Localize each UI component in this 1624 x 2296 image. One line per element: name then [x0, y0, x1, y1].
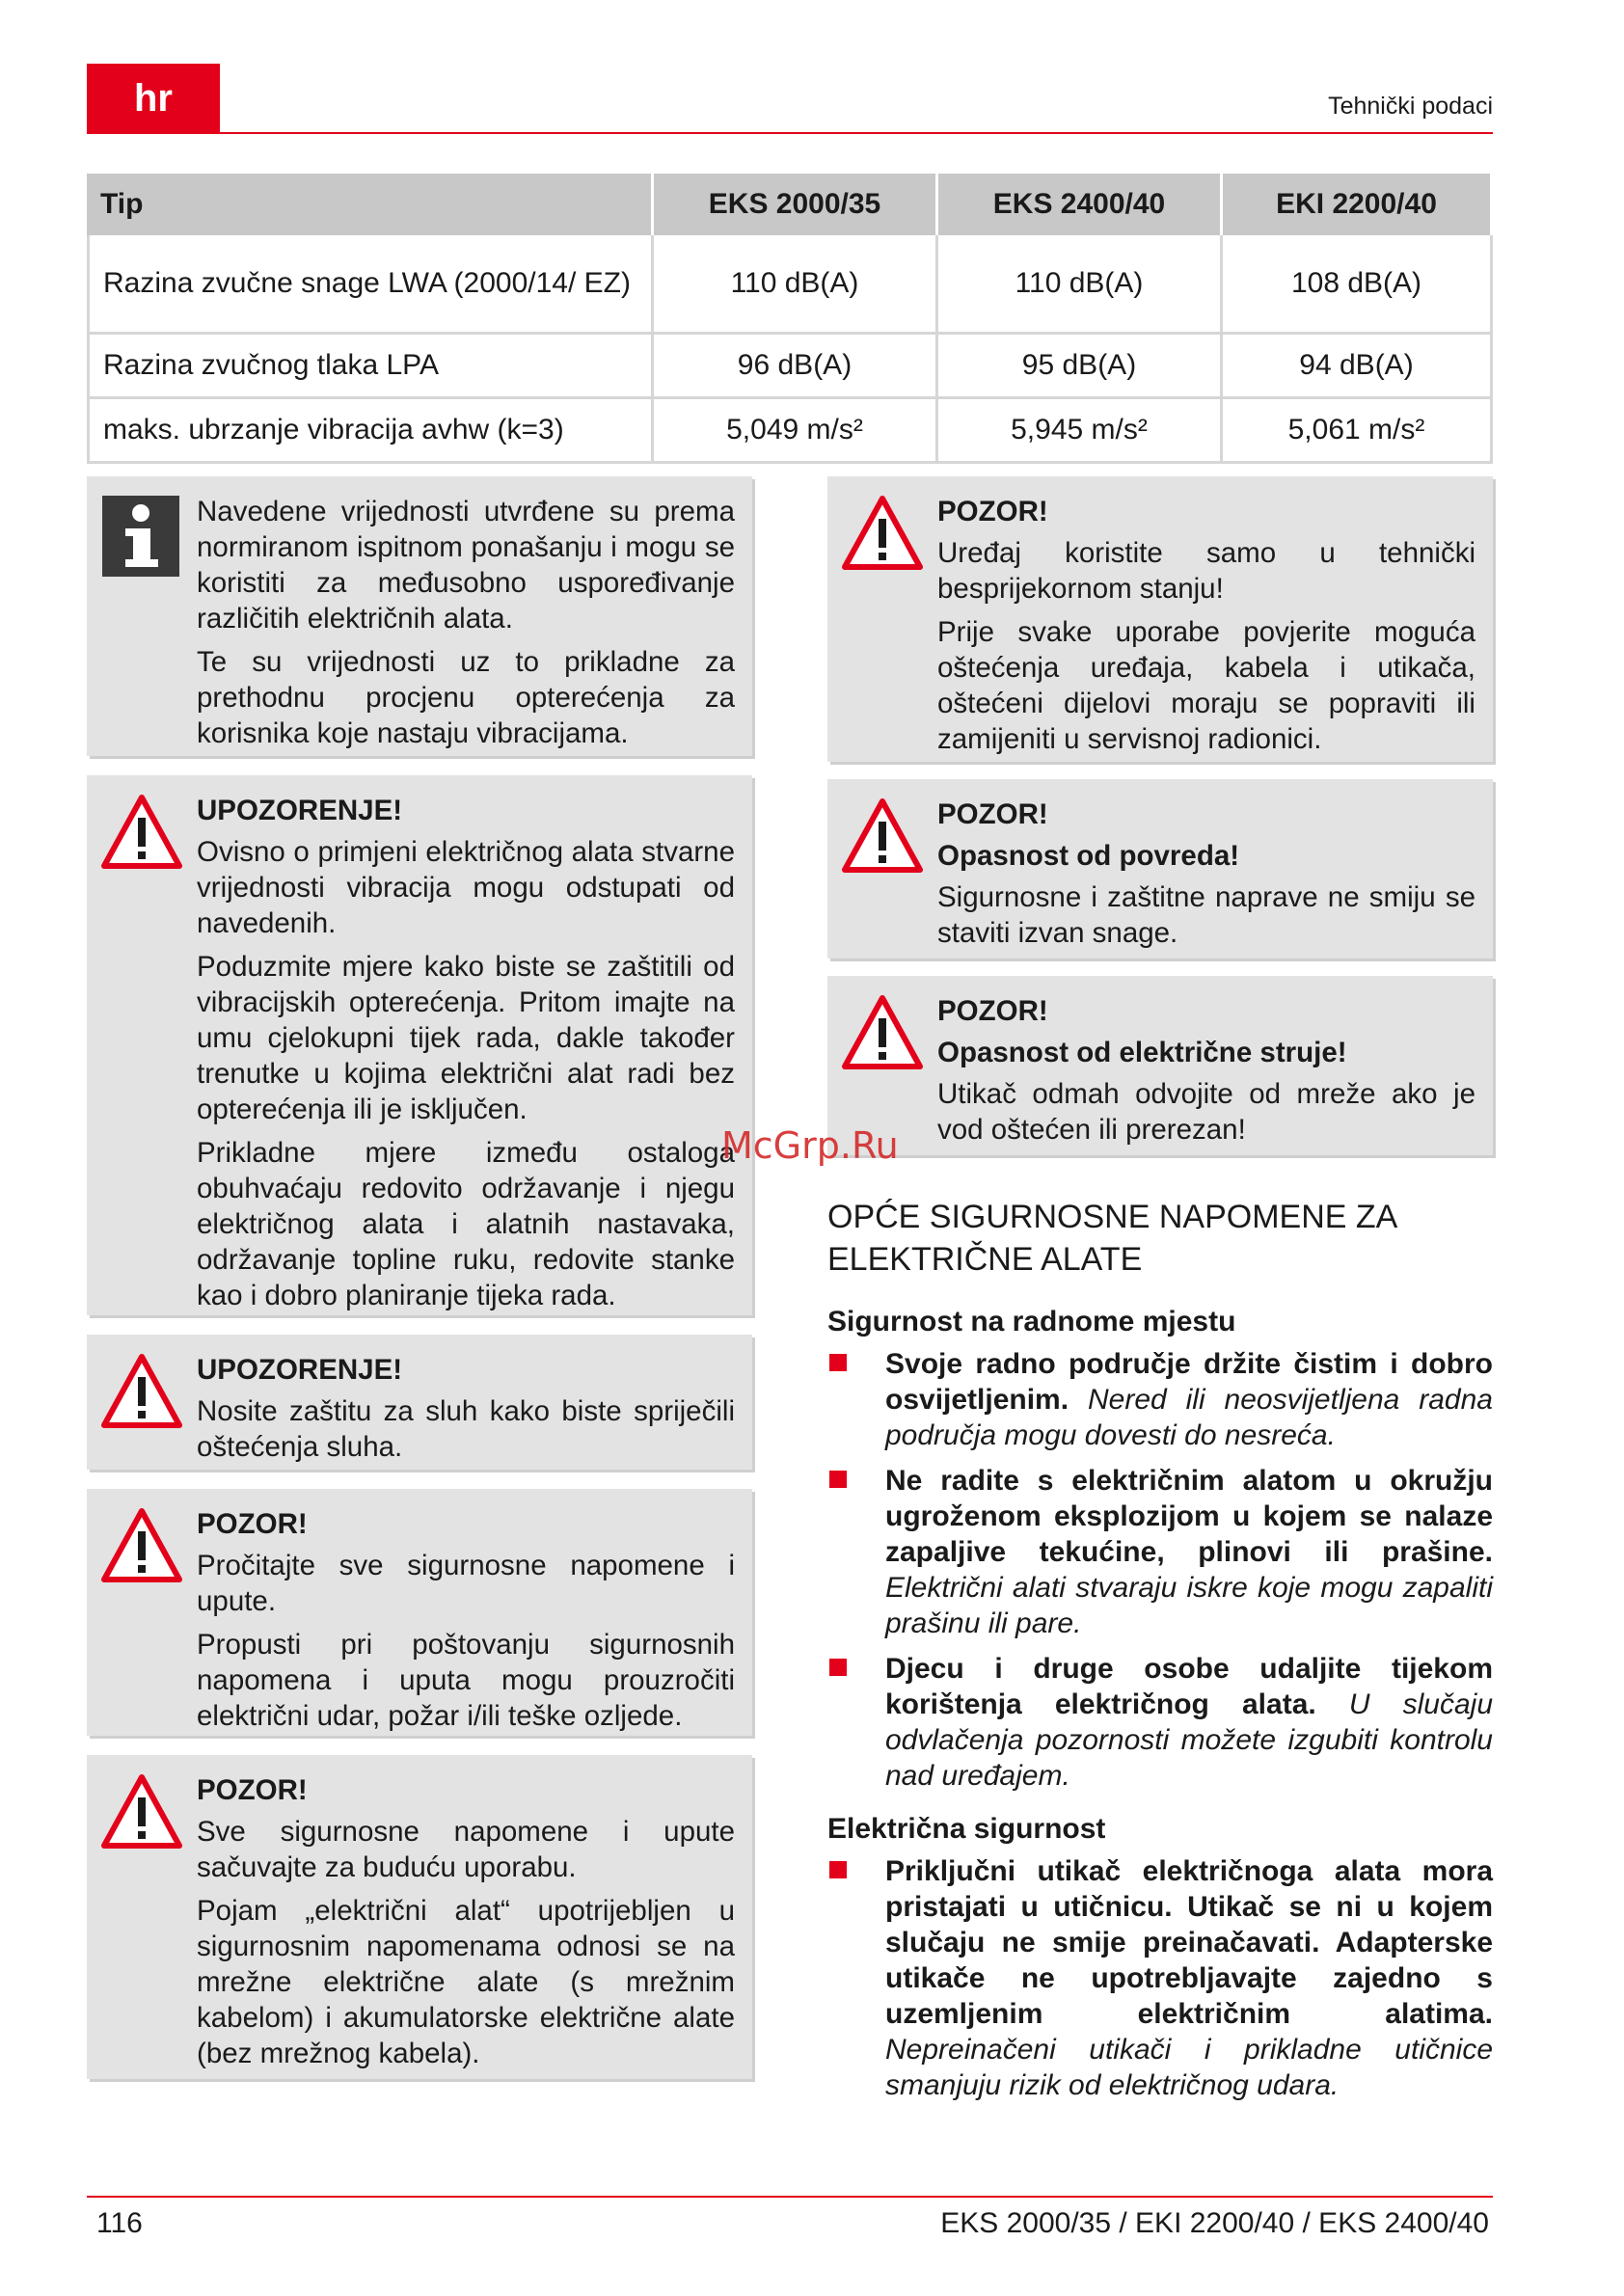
page-number: 116	[96, 2207, 143, 2239]
warning-text-1: Ovisno o primjeni električnog alata stvarne vrijednosti vibracija mogu odstupati od navedenih.	[197, 836, 735, 939]
warning-text-2: Poduzmite mjere kako biste se zaštitili od vibracijskih opterećenja. Pritom imajte na umu cjelokupni tijek rada, dakle također trenutke u kojima električni alat radi bez opterećenja ili je isključen.	[197, 951, 735, 1125]
warning-text-1: Nosite zaštitu za sluh kako biste spriječili oštećenja sluha.	[197, 1395, 735, 1463]
bullet-bold-text: Svoje radno područje držite čistim i dobro osvijetljenim.	[885, 1348, 1493, 1416]
caution-text-2: Prije svake uporabe povjerite moguća oštećenja uređaja, kabela i utikača, oštećeni dijelovi moraju se popraviti ili zamijeniti u servisnoj radionici.	[937, 616, 1475, 755]
info-icon	[102, 496, 179, 577]
caution-box-device-condition	[827, 476, 1493, 762]
warning-triangle-icon	[841, 797, 924, 876]
table-cell: Razina zvučne snage LWA (2000/14/ EZ)	[87, 235, 654, 335]
caution-box-injury	[827, 779, 1493, 959]
bullet-square-icon	[829, 1861, 847, 1878]
caution-text-1: Uređaj koristite samo u tehnički besprijekornom stanju!	[937, 537, 1475, 605]
bullet-square-icon	[829, 1354, 847, 1371]
bullet-italic-text: U slučaju odvlačenja pozornosti možete izgubiti kontrolu nad uređajem.	[885, 1688, 1494, 1792]
info-text-1: Navedene vrijednosti utvrđene su prema normiranom ispitnom ponašanju i mogu se koristiti za međusobno uspoređivanje različitih električnih alata.	[197, 496, 735, 635]
bullet-list-workplace	[827, 1346, 1493, 1803]
table-cell: 5,049 m/s²	[654, 399, 938, 464]
section-title: OPĆE SIGURNOSNE NAPOMENE ZA ELEKTRIČNE ALATE	[827, 1199, 1396, 1278]
caution-subtitle: Opasnost od električne struje!	[937, 1037, 1347, 1068]
col-header-model-2: EKS 2400/40	[938, 174, 1223, 235]
info-box	[87, 476, 752, 756]
list-item	[827, 1463, 1493, 1641]
table-cell: 96 dB(A)	[654, 335, 938, 399]
caution-title: POZOR!	[937, 798, 1048, 830]
caution-text-1: Sve sigurnosne napomene i upute sačuvajte za buduću uporabu.	[197, 1816, 735, 1883]
warning-triangle-icon	[100, 1506, 183, 1585]
bullet-italic-text: Nepreinačeni utikači i prikladne utičnice smanjuju rizik od električnog udara.	[885, 2034, 1493, 2101]
caution-subtitle: Opasnost od povreda!	[937, 840, 1240, 872]
list-item	[827, 1346, 1493, 1453]
caution-text-1: Sigurnosne i zaštitne naprave ne smiju se staviti izvan snage.	[937, 881, 1475, 949]
warning-box-hearing	[87, 1335, 752, 1470]
warning-triangle-icon	[100, 1772, 183, 1851]
caution-text-2: Propusti pri poštovanju sigurnosnih napomena i uputa mogu prouzročiti električni udar, požar i/ili teške ozljede.	[197, 1629, 735, 1732]
header-rule	[87, 132, 1493, 134]
info-text-2: Te su vrijednosti uz to prikladne za prethodnu procjenu opterećenja za korisnika koje nastaju vibracijama.	[197, 646, 735, 749]
warning-triangle-icon	[841, 494, 924, 573]
language-tab: hr	[87, 64, 220, 133]
bullet-square-icon	[829, 1471, 847, 1488]
bullet-list-electrical	[827, 1853, 1493, 2113]
footer-rule	[87, 2196, 1493, 2198]
footer-models: EKS 2000/35 / EKI 2200/40 / EKS 2400/40	[940, 2207, 1489, 2239]
table-cell: maks. ubrzanje vibracija avhw (k=3)	[87, 399, 654, 464]
list-item	[827, 1651, 1493, 1794]
bullet-bold-text: Priključni utikač električnoga alata mora pristajati u utičnicu. Utikač se ni u kojem slučaju ne smije preinačavati. Adapterske utikače ne upotrebljavajte zajedno s uzemljenim električnim alatima.	[885, 1855, 1493, 2030]
caution-title: POZOR!	[197, 1774, 308, 1806]
caution-box-read-instructions	[87, 1489, 752, 1736]
warning-triangle-icon	[100, 793, 183, 872]
table-cell: 108 dB(A)	[1223, 235, 1493, 335]
watermark: McGrp.Ru	[721, 1124, 899, 1167]
bullet-bold-text: Ne radite s električnim alatom u okružju ugroženom eksplozijom u kojem se nalaze zapaljive tekućine, plinovi ili prašine.	[885, 1465, 1493, 1568]
bullet-bold-text: Djecu i druge osobe udaljite tijekom korištenja električnog alata.	[885, 1653, 1493, 1720]
table-row	[87, 335, 1493, 399]
warning-title: UPOZORENJE!	[197, 1354, 403, 1386]
subsection-heading-electrical: Električna sigurnost	[827, 1813, 1106, 1845]
warning-triangle-icon	[100, 1352, 183, 1431]
header-title: Tehnički podaci	[1328, 93, 1493, 120]
warning-title: UPOZORENJE!	[197, 795, 403, 826]
bullet-italic-text: Električni alati stvaraju iskre koje mogu zapaliti prašinu ili pare.	[885, 1572, 1493, 1639]
table-cell: 5,061 m/s²	[1223, 399, 1493, 464]
col-header-model-3: EKI 2200/40	[1223, 174, 1493, 235]
bullet-square-icon	[829, 1659, 847, 1676]
table-row	[87, 399, 1493, 464]
table-row	[87, 235, 1493, 335]
bullet-italic-text: Nered ili neosvijetljena radna područja mogu dovesti do nesreća.	[885, 1384, 1493, 1451]
warning-triangle-icon	[841, 993, 924, 1072]
list-item	[827, 1853, 1493, 2103]
table-header-row	[87, 174, 1493, 235]
caution-box-keep-instructions	[87, 1755, 752, 2079]
caution-box-electric	[827, 976, 1493, 1155]
table-cell: 5,945 m/s²	[938, 399, 1223, 464]
col-header-model-1: EKS 2000/35	[654, 174, 938, 235]
caution-title: POZOR!	[197, 1508, 308, 1540]
caution-text-1: Pročitajte sve sigurnosne napomene i upute.	[197, 1550, 735, 1617]
caution-title: POZOR!	[937, 496, 1048, 527]
table-cell: Razina zvučnog tlaka LPA	[87, 335, 654, 399]
subsection-heading-workplace: Sigurnost na radnome mjestu	[827, 1306, 1236, 1337]
warning-box-vibration	[87, 775, 752, 1315]
table-cell: 94 dB(A)	[1223, 335, 1493, 399]
table-cell: 95 dB(A)	[938, 335, 1223, 399]
table-cell: 110 dB(A)	[654, 235, 938, 335]
caution-title: POZOR!	[937, 995, 1048, 1027]
caution-text-2: Pojam „električni alat“ upotrijebljen u sigurnosnim napomenama odnosi se na mrežne električne alate (s mrežnim kabelom) i akumulatorske električne alate (bez mrežnog kabela).	[197, 1895, 735, 2069]
caution-text-1: Utikač odmah odvojite od mreže ako je vod oštećen ili prerezan!	[937, 1078, 1475, 1146]
spec-table	[87, 174, 1493, 464]
col-header-type: Tip	[87, 174, 654, 235]
table-cell: 110 dB(A)	[938, 235, 1223, 335]
warning-text-3: Prikladne mjere između ostaloga obuhvaćaju redovito održavanje i njegu električnog alata i alatnih nastavaka, održavanje topline ruku, redovite stanke kao i dobro planiranje tijeka rada.	[197, 1137, 735, 1311]
